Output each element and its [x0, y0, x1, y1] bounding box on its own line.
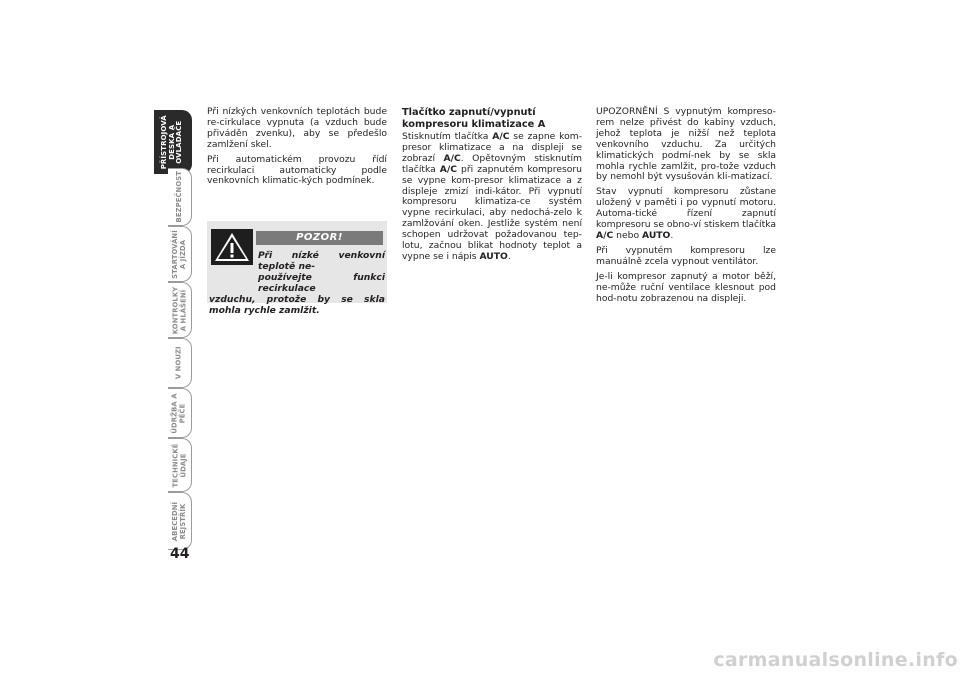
warning-title: POZOR! — [256, 231, 383, 245]
button-ref-ac: A/C — [439, 163, 458, 175]
button-ref-ac: A/C — [443, 152, 461, 164]
tab-label — [176, 347, 184, 380]
paragraph — [402, 132, 582, 263]
tab-pristrojova-deska[interactable] — [154, 110, 192, 174]
text: nebo — [613, 229, 642, 241]
tab-technicke-udaje[interactable] — [168, 438, 192, 492]
column-2 — [402, 107, 582, 267]
paragraph: UPOZORNĚNÍ S vypnutým kompreso-rem nelze přivést do kabiny vzduch, jehož teplota je nižší než teplota venkovního vzduchu. Za určitých klimatických podmí-nek by se skla mohla rychle zamlžit, pro-tože vzduch by nemohl být vysušován kli-matizací. — [596, 106, 776, 183]
text: Stisknutím tlačítka — [402, 131, 493, 142]
tab-text: ABECEDNÍ REJSTŘÍK — [171, 501, 187, 541]
tab-bezpecnost[interactable] — [168, 168, 192, 226]
section-heading: Tlačítko zapnutí/vypnutí kompresoru klimatizace A — [402, 107, 546, 130]
text: . Opětovným stisknutím tlačítka — [402, 152, 582, 175]
paragraph: Při vypnutém kompresoru lze manuálně zcela vypnout ventilátor. — [596, 244, 776, 267]
button-ref-ac: A/C — [596, 229, 614, 241]
warning-box — [207, 221, 387, 316]
button-ref-ac: A/C — [492, 131, 510, 142]
text: . — [670, 229, 674, 241]
paragraph: Je-li kompresor zapnutý a motor běží, ne-může ruční ventilace klesnout pod hod-notu zobrazenou na displeji. — [596, 270, 776, 304]
text: se zapne kom-presor klimatizace a na displeji se zobrazí — [402, 131, 583, 164]
tab-text: TECHNICKÉ ÚDAJE — [171, 443, 187, 487]
text: . — [507, 250, 511, 262]
tab-label — [172, 286, 187, 334]
page-number: 44 — [170, 546, 190, 562]
tab-label — [176, 171, 184, 222]
warning-line: vzduchu, protože by se skla mohla rychle zamlžit. — [209, 294, 385, 316]
tab-startovani[interactable] — [168, 226, 192, 282]
tab-v-nouzi[interactable] — [168, 338, 192, 388]
watermark: carmanualsonline.info — [713, 649, 958, 671]
paragraph: Při nízkých venkovních teplotách bude re-cirkulace vypnuta (a vzduch bude přiváděn zvenku), aby se předešlo zamlžení skel. — [207, 106, 387, 150]
tab-text: V NOUZI — [174, 346, 183, 380]
tab-label — [172, 393, 187, 433]
tab-abecedni-rejstrik[interactable] — [168, 492, 192, 550]
tab-label — [172, 501, 187, 540]
tab-label — [172, 230, 187, 279]
button-ref-auto: AUTO — [642, 229, 671, 241]
warning-line: používejte funkci recirkulace — [258, 272, 385, 294]
tab-label — [172, 443, 187, 487]
paragraph — [596, 187, 776, 242]
column-3 — [596, 107, 776, 308]
text: Stav vypnutí kompresoru zůstane uložený v paměti i po vypnutí motoru. Automa-tické řízení zapnutí kompresoru se obno-ví stiskem tlačítka — [596, 186, 776, 231]
tab-label — [161, 115, 184, 169]
button-ref-auto: AUTO — [479, 250, 508, 262]
tab-text: KONTROLKY A HLÁŠENÍ — [171, 286, 187, 334]
warning-line: Při nízké venkovní teplotě ne- — [258, 250, 385, 272]
column-1 — [207, 107, 387, 191]
tab-text: STARTOVÁNÍ A JÍZDA — [171, 229, 187, 279]
text: při zapnutém kompresoru se vypne kom-presor klimatizace a z displeje zmizí indi-kátor. Při vypnutí kompresoru klimatiza-ce systém vypne recirkulaci, aby nedochá-zelo k zamlžování oken. Jestliže systém není schopen udržovat požadovanou tep-lotu, začnou blikat hodnoty teplot a vypne se i nápis — [402, 163, 582, 262]
tab-udrzba[interactable] — [168, 388, 192, 438]
tab-text: PŘÍSTROJOVÁ DESKA A OVLADAČE — [160, 114, 184, 170]
tab-text: ÚDRŽBA A PÉČE — [171, 392, 187, 434]
warning-text — [207, 250, 385, 316]
tab-text: BEZPEČNOST — [174, 171, 183, 223]
paragraph: Při automatickém provozu řídí recirkulaci automaticky podle venkovních klimatic-kých podmínek. — [207, 153, 387, 187]
tab-kontrolky[interactable] — [168, 282, 192, 338]
